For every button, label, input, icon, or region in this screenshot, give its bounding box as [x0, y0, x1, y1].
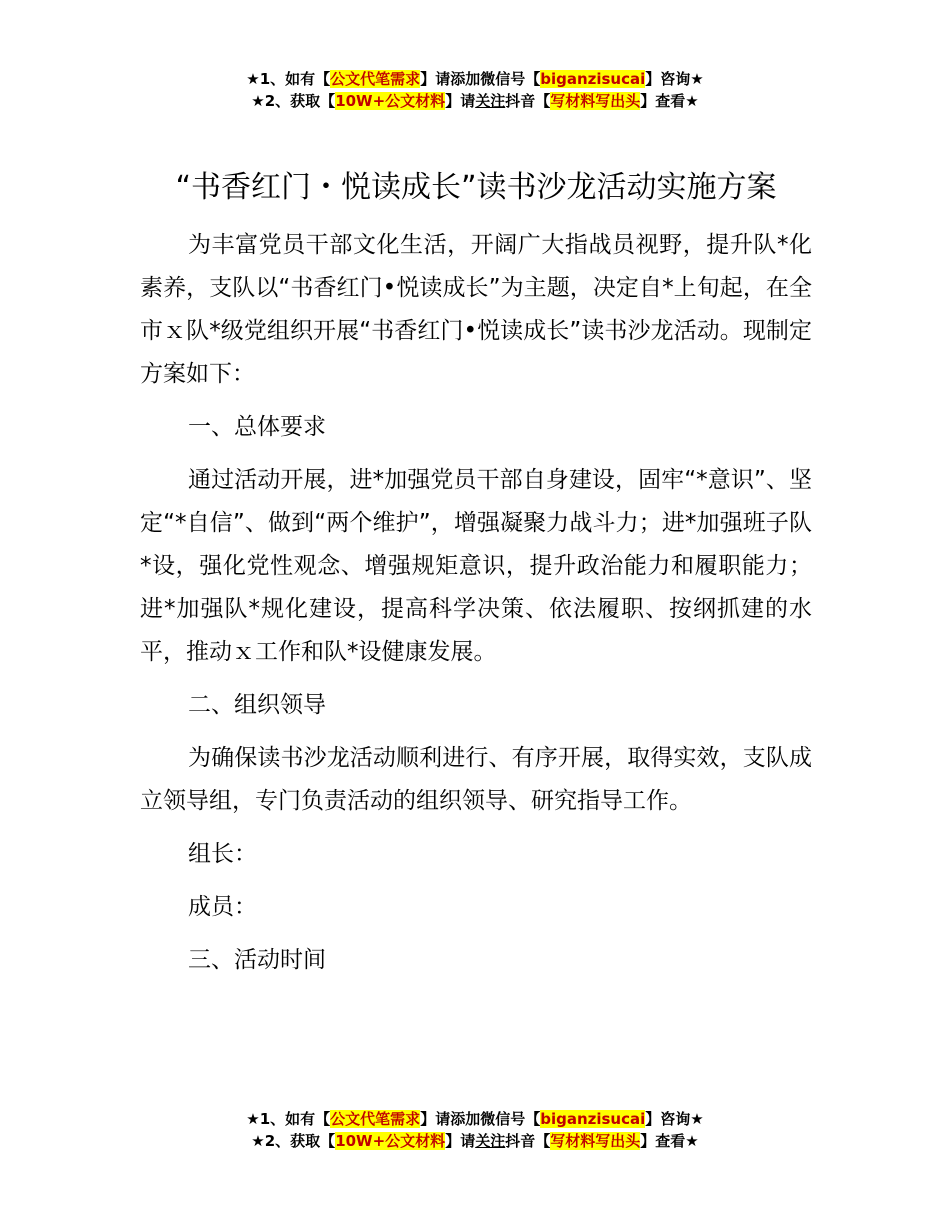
- underlined-text: 关注: [475, 92, 506, 110]
- wechat-id: biganzisucai: [540, 1110, 646, 1128]
- document-title: “书香红门・悦读成长”读书沙龙活动实施方案: [175, 170, 777, 205]
- wechat-id: biganzisucai: [540, 70, 646, 88]
- section-heading-2: 二、组织领导: [188, 692, 326, 718]
- highlight-text: 10W+公文材料: [335, 1132, 446, 1150]
- promo-line-2: ★2、获取【10W+公文材料】请关注抖音【写材料写出头】查看★: [251, 1132, 699, 1150]
- highlight-text: 公文代笔需求: [330, 70, 421, 88]
- section-heading-1: 一、总体要求: [188, 414, 326, 440]
- highlight-text: 公文代笔需求: [330, 1110, 421, 1128]
- section-heading-3: 三、活动时间: [188, 947, 326, 973]
- promo-banner-top: [0, 68, 950, 112]
- promo-line-2: ★2、获取【10W+公文材料】请关注抖音【写材料写出头】查看★: [251, 92, 699, 110]
- highlight-text: 10W+公文材料: [335, 92, 446, 110]
- member-label: 成员：: [188, 894, 257, 920]
- intro-paragraph: 为丰富党员干部文化生活，开阔广大指战员视野，提升队*化素养，支队以“书香红门•悦读成长”为主题，决定自*上旬起，在全市ｘ队*级党组织开展“书香红门•悦读成长”读书沙龙活动。现制定方案如下：: [140, 232, 812, 387]
- promo-line-1: ★1、如有【公文代笔需求】请添加微信号【biganzisucai】咨询★: [246, 70, 704, 88]
- douyin-account: 写材料写出头: [550, 92, 641, 110]
- underlined-text: 关注: [475, 1132, 506, 1150]
- requirements-paragraph: 通过活动开展，进*加强党员干部自身建设，固牢“*意识”、坚定“*自信”、做到“两个维护”，增强凝聚力战斗力；进*加强班子队*设，强化党性观念、增强规矩意识，提升政治能力和履职能力；进*加强队*规化建设，提高科学决策、依法履职、按纲抓建的水平，推动ｘ工作和队*设健康发展。: [140, 467, 812, 665]
- promo-line-1: ★1、如有【公文代笔需求】请添加微信号【biganzisucai】咨询★: [246, 1110, 704, 1128]
- promo-banner-bottom: [0, 1108, 950, 1152]
- organization-paragraph: 为确保读书沙龙活动顺利进行、有序开展，取得实效，支队成立领导组，专门负责活动的组织领导、研究指导工作。: [140, 745, 812, 814]
- leader-label: 组长：: [188, 841, 257, 867]
- document-body: [140, 166, 812, 992]
- douyin-account: 写材料写出头: [550, 1132, 641, 1150]
